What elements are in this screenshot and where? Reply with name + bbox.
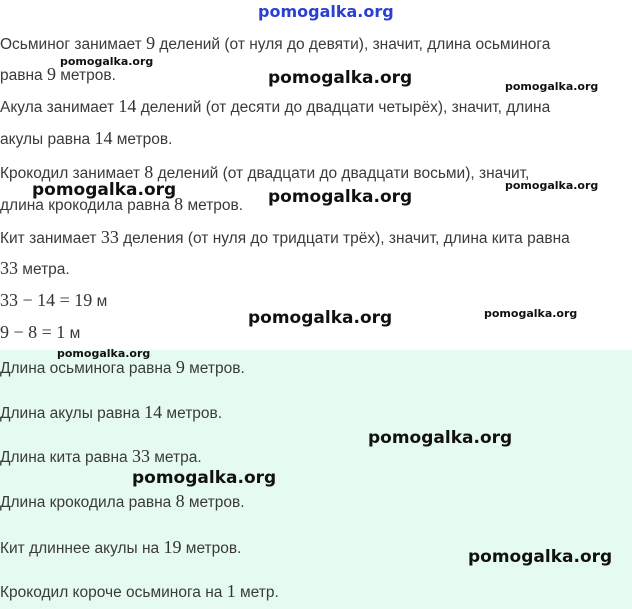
shark-line-1 (0, 96, 550, 118)
watermark: pomogalka.org (57, 347, 151, 360)
text: Осьминог занимает (0, 36, 147, 53)
number: 14 (144, 402, 163, 422)
text: метров. (112, 131, 173, 148)
number: 1 (226, 581, 236, 601)
number: 33 (131, 446, 150, 466)
number: 8 (174, 194, 184, 214)
watermark: pomogalka.org (132, 468, 277, 488)
watermark: pomogalka.org (268, 68, 413, 88)
text: длина крокодила равна (0, 197, 175, 214)
answer-line (0, 357, 245, 379)
text: акулы равна (0, 131, 95, 148)
text: метров. (184, 360, 245, 377)
watermark: pomogalka.org (268, 187, 413, 207)
equation-2 (0, 322, 80, 344)
text: равна (0, 67, 47, 84)
answer-line (0, 402, 222, 424)
unit: м (92, 293, 108, 310)
expression: 9 − 8 = 1 (0, 322, 66, 342)
text: делений (от двадцати до двадцати восьми), значит, (153, 165, 530, 182)
text: Длина крокодила равна (0, 494, 176, 511)
watermark: pomogalka.org (248, 308, 393, 328)
watermark: pomogalka.org (368, 428, 513, 448)
number: 19 (163, 537, 182, 557)
equation-1 (0, 290, 107, 312)
text: Кит занимает (0, 230, 101, 247)
octopus-line-1 (0, 33, 550, 55)
watermark: pomogalka.org (505, 80, 599, 93)
text: Акула занимает (0, 99, 119, 116)
text: метров. (162, 405, 223, 422)
text: Крокодил короче осьминога на (0, 584, 227, 601)
watermark: pomogalka.org (60, 55, 154, 68)
answer-line (0, 581, 279, 603)
number: 8 (144, 162, 154, 182)
shark-line-2 (0, 128, 172, 150)
watermark: pomogalka.org (32, 180, 177, 200)
answer-box (0, 350, 632, 609)
unit: м (65, 325, 81, 342)
number: 9 (175, 357, 185, 377)
text: метров. (184, 494, 245, 511)
text: деления (от нуля до тридцати трёх), значит, длина кита равна (118, 230, 570, 247)
watermark: pomogalka.org (468, 547, 613, 567)
text: Крокодил занимает (0, 165, 145, 182)
text: метр. (235, 584, 279, 601)
watermark: pomogalka.org (484, 307, 578, 320)
text: Длина акулы равна (0, 405, 145, 422)
number: 33 (0, 258, 18, 278)
answer-line (0, 491, 245, 513)
number: 14 (118, 96, 137, 116)
expression: 33 − 14 = 19 (0, 290, 93, 310)
number: 8 (175, 491, 185, 511)
answer-line (0, 446, 202, 468)
watermark: pomogalka.org (505, 179, 599, 192)
text: делений (от десяти до двадцати четырёх), значит, длина (136, 99, 551, 116)
number: 14 (94, 128, 113, 148)
whale-line-2 (0, 258, 70, 280)
header-watermark: pomogalka.org (258, 2, 394, 21)
text: метров. (183, 197, 244, 214)
text: метра. (149, 449, 202, 466)
text: метров. (181, 540, 242, 557)
number: 9 (146, 33, 156, 53)
text: Кит длиннее акулы на (0, 540, 164, 557)
text: делений (от нуля до девяти), значит, длина осьминога (155, 36, 551, 53)
number: 9 (46, 64, 56, 84)
answer-line (0, 537, 241, 559)
whale-line-1 (0, 227, 570, 249)
number: 33 (100, 227, 119, 247)
text: Длина кита равна (0, 449, 132, 466)
text: метра. (18, 261, 70, 278)
text: Длина осьминога равна (0, 360, 176, 377)
text: метров. (55, 67, 116, 84)
